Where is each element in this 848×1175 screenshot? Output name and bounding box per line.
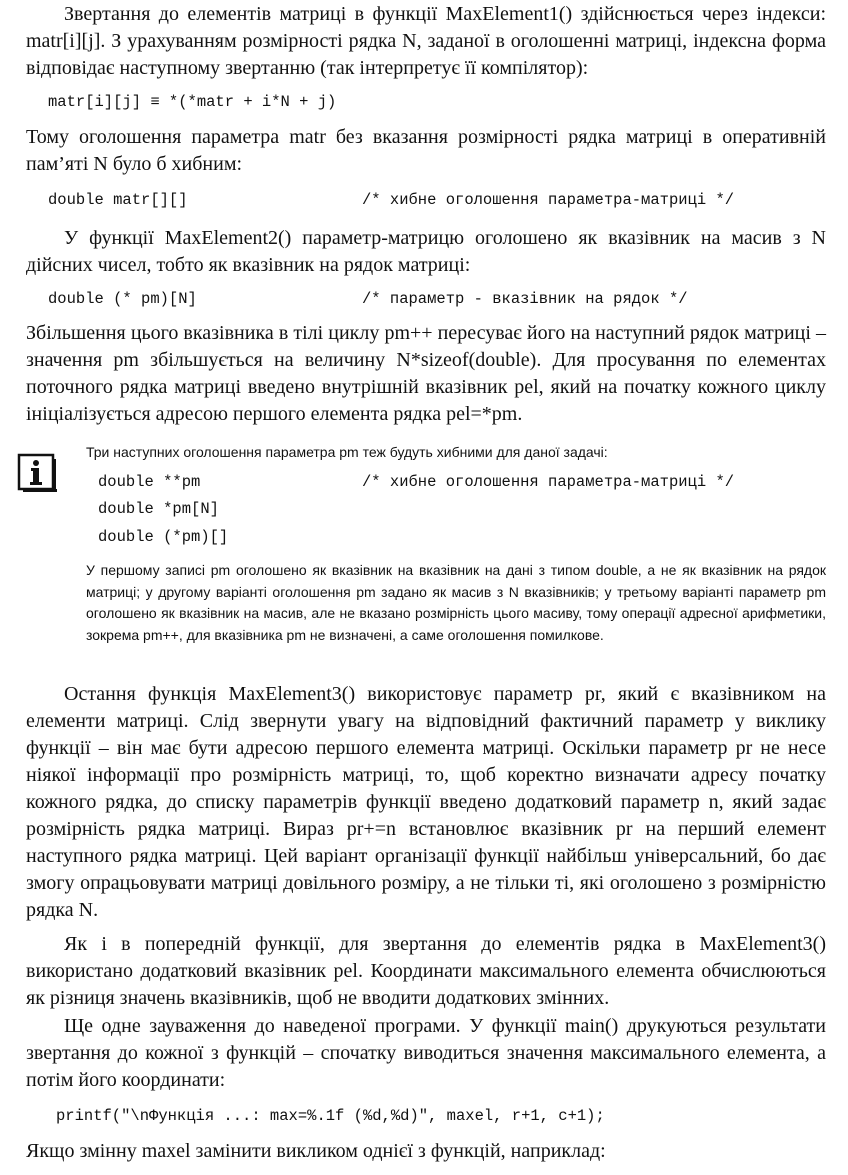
note-code-comment-1: /* хибне оголошення параметра-матриці */ — [362, 473, 735, 491]
code-printf: printf("\nФункція ...: max=%.1f (%d,%d)", maxel, r+1, c+1); — [56, 1107, 605, 1125]
paragraph-pel-pointer: Як і в попередній функції, для звертання до елементів рядка в MaxElement3() використано додатковий вказівник pel. Координати максимального елемента обчислюються як різниця значень вказівників, щоб не вводити додаткових змінних. — [26, 933, 826, 1009]
note-code-line-2: double *pm[N] — [98, 500, 219, 518]
paragraph-maxelement2: У функції MaxElement2() параметр-матрицю оголошено як вказівник на масив з N дійсних чисел, тобто як вказівник на рядок матриці: — [26, 227, 826, 276]
paragraph-matr-declaration: Тому оголошення параметра matr без вказання розмірності рядка матриці в оперативній пам’яті N було б хибним: — [26, 126, 826, 175]
note-code-line-1: double **pm — [98, 473, 201, 491]
code-comment-wrong-declaration: /* хибне оголошення параметра-матриці */ — [362, 191, 735, 209]
paragraph-maxel-replace: Якщо змінну maxel замінити викликом однієї з функцій, наприклад: — [26, 1140, 606, 1162]
paragraph-main-output: Ще одне зауваження до наведеної програми. У функції main() друкуються результати звертання до кожної з функцій – спочатку виводиться значення максимального елемента, а потім його координати: — [26, 1015, 826, 1091]
note-explanation: У першому записі pm оголошено як вказівник на вказівник на дані з типом double, а не як вказівник на рядок матриці; у другому варіанті оголошення pm задано як масив з N вказівників; у третьому варіанті параметр pm оголошено як вказівник на масив, але не вказано розмірність цього масиву, тому операції адресної арифметики, зокрема pm++, для вказівника pm не визначені, а саме оголошення помилкове. — [86, 562, 826, 643]
paragraph-maxelement1: Звертання до елементів матриці в функції MaxElement1() здійснюється через індекси: matr[i][j]. З урахуванням розмірності рядка N, заданої в оголошенні матриці, індексна форма відповідає наступному звертанню (так інтерпретує її компілятор): — [26, 3, 826, 79]
code-pointer-to-row: double (* pm)[N] — [48, 290, 197, 308]
code-comment-pointer-to-row: /* параметр - вказівник на рядок */ — [362, 290, 688, 308]
paragraph-pm-increment: Збільшення цього вказівника в тілі циклу pm++ пересуває його на наступний рядок матриці – значення pm збільшується на величину N*sizeof(double). Для просування по елементах поточного рядка матриці введено внутрішній вказівник pel, який на початку кожного циклу ініціалізується адресою першого елемента рядка pel=*pm. — [26, 322, 826, 425]
note-code-line-3: double (*pm)[] — [98, 528, 229, 546]
code-index-formula: matr[i][j] ≡ *(*matr + i*N + j) — [48, 93, 337, 111]
info-icon — [16, 453, 58, 493]
code-wrong-declaration: double matr[][] — [48, 191, 188, 209]
paragraph-maxelement3: Остання функція MaxElement3() використовує параметр pr, який є вказівником на елементи матриці. Слід звернути увагу на відповідний фактичний параметр у виклику функції – він має бути адресою першого елемента матриці. Оскільки параметр pr не несе ніякої інформації про розмірність матриці, то, щоб коректно визначати адресу початку кожного рядка, до списку параметрів функції введено додатковий параметр n, який задає розмірність рядка матриці. Вираз pr+=n встановлює вказівник pr на перший елемент наступного рядка матриці. Цей варіант організації функції найбільш універсальний, бо дає змогу опрацьовувати матриці довільного розміру, а не тільки ті, які оголошено з розмірністю рядка N. — [26, 683, 826, 921]
note-intro: Три наступних оголошення параметра pm теж будуть хибними для даної задачі: — [86, 444, 608, 460]
